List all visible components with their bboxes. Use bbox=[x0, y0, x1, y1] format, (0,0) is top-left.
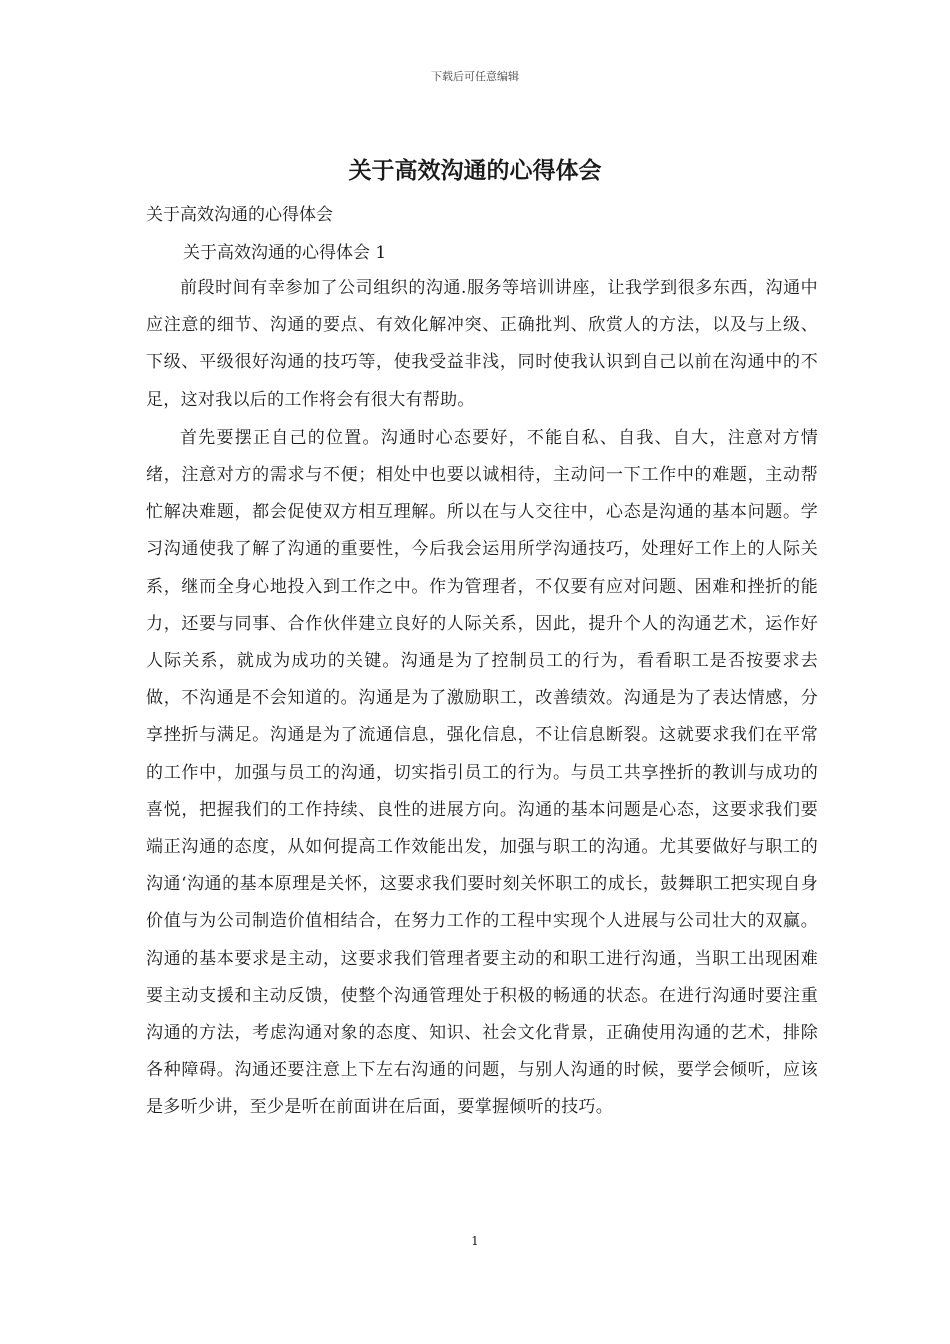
section-heading: 关于高效沟通的心得体会 1 bbox=[183, 243, 387, 263]
document-subtitle: 关于高效沟通的心得体会 bbox=[146, 205, 333, 225]
body-paragraph-1: 前段时间有幸参加了公司组织的沟通.服务等培训讲座，让我学到很多东西，沟通中应注意的细节、沟通的要点、有效化解冲突、正确批判、欣赏人的方法，以及与上级、下级、平级很好沟通的技巧等，使我受益非浅，同时使我认识到自己以前在沟通中的不足，这对我以后的工作将会有很大有帮助。 bbox=[146, 278, 818, 410]
page-number: 1 bbox=[471, 1234, 479, 1248]
body-paragraph-2: 首先要摆正自己的位置。沟通时心态要好，不能自私、自我、自大，注意对方情绪，注意对方的需求与不便；相处中也要以诚相待，主动问一下工作中的难题，主动帮忙解决难题，都会促使双方相互理解。所以在与人交往中，心态是沟通的基本问题。学习沟通使我了解了沟通的重要性，今后我会运用所学沟通技巧，处理好工作上的人际关系，继而全身心地投入到工作之中。作为管理者，不仅要有应对问题、困难和挫折的能力，还要与同事、合作伙伴建立良好的人际关系，因此，提升个人的沟通艺术，运作好人际关系，就成为成功的关键。沟通是为了控制员工的行为，看看职工是否按要求去做，不沟通是不会知道的。沟通是为了激励职工，改善绩效。沟通是为了表达情感，分享挫折与满足。沟通是为了流通信息，强化信息，不让信息断裂。这就要求我们在平常的工作中，加强与员工的沟通，切实指引员工的行为。与员工共享挫折的教训与成功的喜悦，把握我们的工作持续、良性的进展方向。沟通的基本问题是心态，这要求我们要端正沟通的态度，从如何提高工作效能出发，加强与职工的沟通。尤其要做好与职工的沟通‘沟通的基本原理是关怀，这要求我们要时刻关怀职工的成长，鼓舞职工把实现自身价值与为公司制造价值相结合，在努力工作的工程中实现个人进展与公司壮大的双赢。沟通的基本要求是主动，这要求我们管理者要主动的和职工进行沟通，当职工出现困难要主动支援和主动反馈，使整个沟通管理处于积极的畅通的状态。在进行沟通时要注重沟通的方法，考虑沟通对象的态度、知识、社会文化背景，正确使用沟通的艺术，排除各种障碍。沟通还要注意上下左右沟通的问题，与别人沟通的时候，要学会倾听，应该是多听少讲，至少是听在前面讲在后面，要掌握倾听的技巧。 bbox=[146, 427, 818, 1118]
document-body bbox=[146, 270, 818, 1128]
page-header-note: 下载后可任意编辑 bbox=[431, 70, 519, 83]
document-title: 关于高效沟通的心得体会 bbox=[348, 157, 602, 184]
